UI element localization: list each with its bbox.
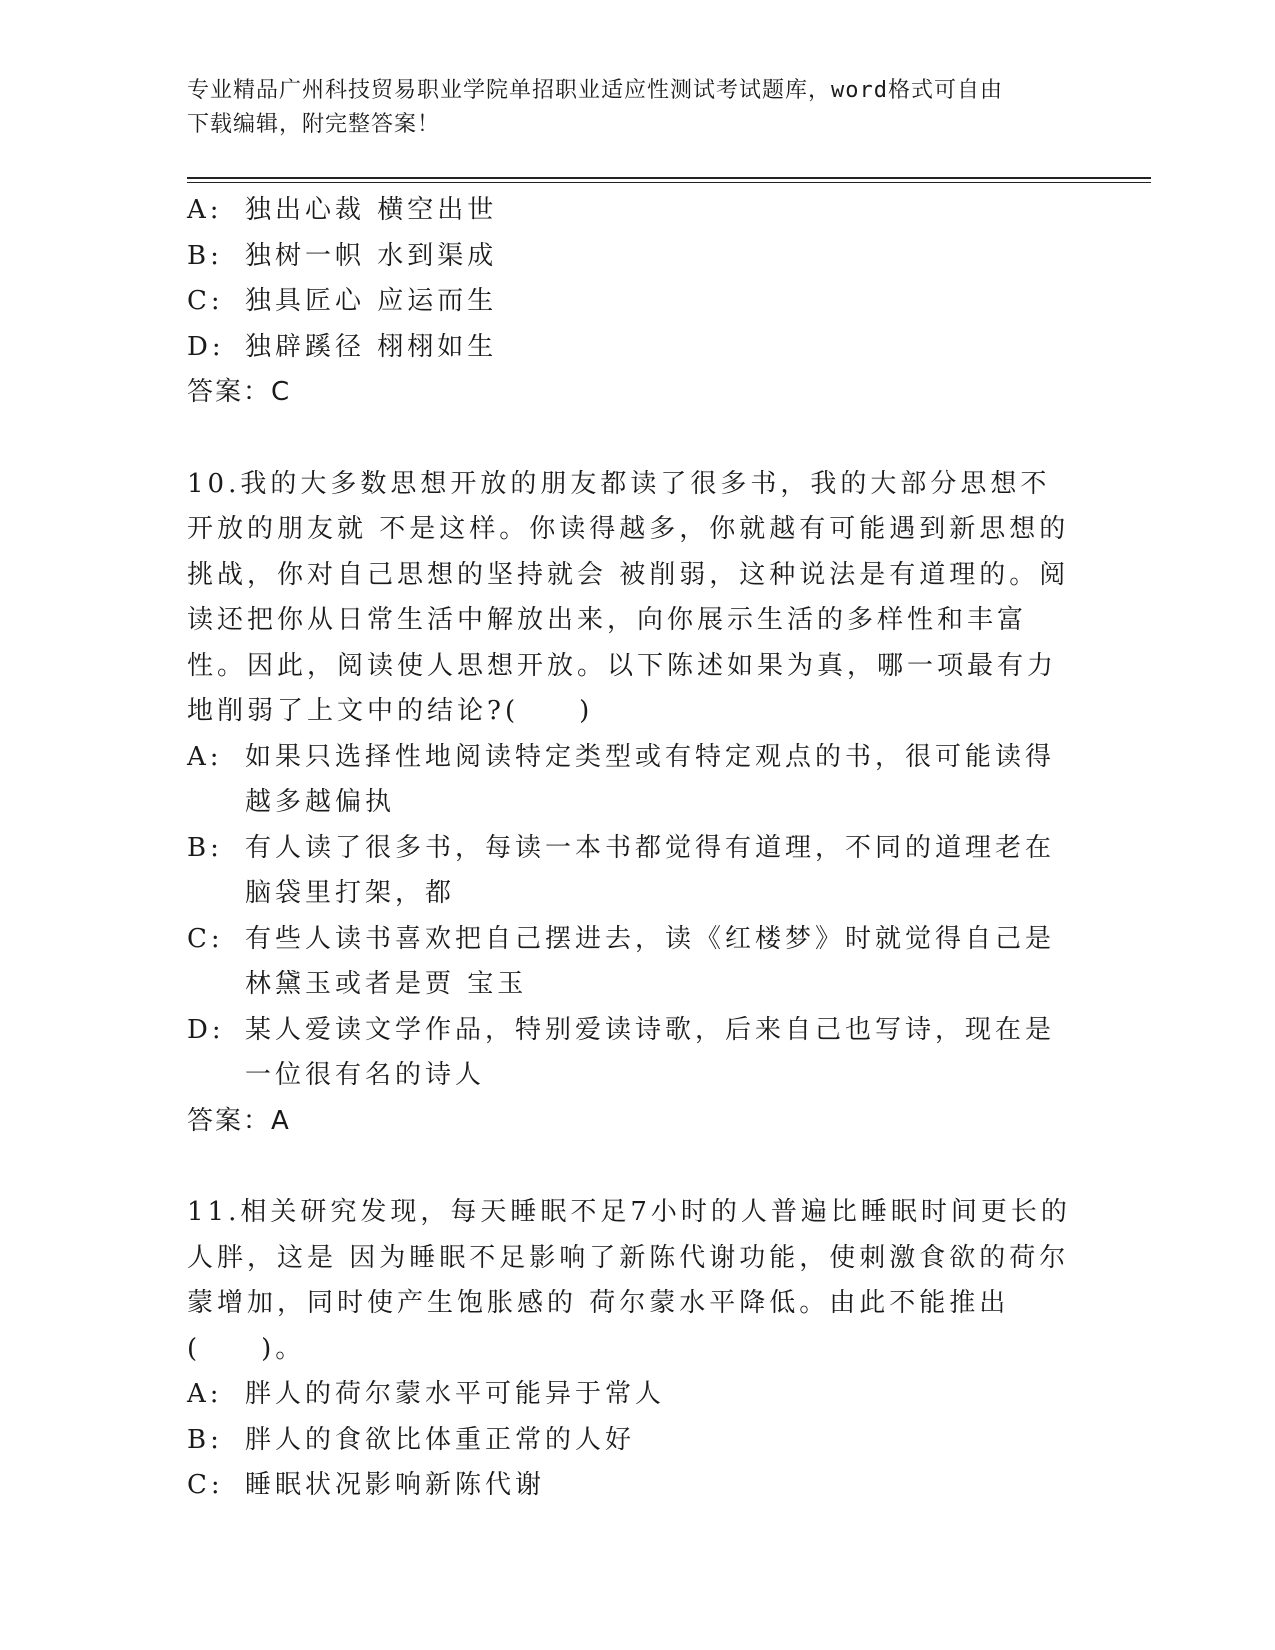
option-text: 胖人的食欲比体重正常的人好 — [245, 1424, 636, 1455]
header-rule-thick — [187, 177, 1151, 179]
option-text: 睡眠状况影响新陈代谢 — [245, 1470, 546, 1500]
option-letter: B: — [187, 240, 223, 271]
question-11 — [187, 1190, 1077, 1509]
option-text: 独具匠心 应运而生 — [245, 286, 498, 316]
option-letter: A: — [187, 1379, 223, 1409]
option-letter: A: — [187, 195, 223, 225]
option-letter: C: — [187, 923, 224, 954]
option-text: 独出心裁 横空出世 — [245, 195, 498, 225]
option-text: 某人爱读文学作品，特别爱读诗歌，后来自己也写诗，现在是一位很有名的诗人 — [245, 1014, 1056, 1090]
option-text: 独树一帜 水到渠成 — [245, 240, 498, 271]
spacer — [187, 416, 1077, 462]
option-c — [187, 279, 1077, 325]
option-text: 如果只选择性地阅读特定类型或有特定观点的书，很可能读得越多越偏执 — [245, 741, 1056, 817]
option-a — [187, 735, 1077, 826]
option-letter: C: — [187, 1470, 224, 1500]
option-text: 有人读了很多书，每读一本书都觉得有道理，不同的道理老在脑袋里打架，都 — [245, 832, 1056, 908]
answer-line: 答案：C — [187, 377, 292, 407]
question-9-options — [187, 188, 1077, 416]
header-line-1: 专业精品广州科技贸易职业学院单招职业适应性测试考试题库，word格式可自由 — [187, 78, 1003, 103]
option-letter: B: — [187, 1424, 223, 1455]
option-b — [187, 234, 1077, 280]
spacer — [187, 1144, 1077, 1190]
header-rule-thin — [187, 182, 1151, 183]
option-letter: D: — [187, 1014, 225, 1045]
option-d — [187, 325, 1077, 371]
option-letter: D: — [187, 331, 225, 362]
option-letter: C: — [187, 286, 224, 316]
option-b — [187, 1418, 1077, 1464]
option-text: 独辟蹊径 栩栩如生 — [245, 331, 498, 362]
option-text: 胖人的荷尔蒙水平可能异于常人 — [245, 1379, 666, 1409]
option-c — [187, 917, 1077, 1008]
question-stem: 10.我的大多数思想开放的朋友都读了很多书，我的大部分思想不开放的朋友就 不是这样。你读得越多，你就越有可能遇到新思想的挑战，你对自己思想的坚持就会 被削弱，这种说法是有道理的。阅读还把你从日常生活中解放出来，向你展示生活的多样性和丰富性。因此，阅读使人思想开放。以下陈述如果为真，哪一项最有力地削弱了上文中的结论?( ) — [187, 468, 1070, 726]
question-10 — [187, 462, 1077, 1145]
question-stem: 11.相关研究发现，每天睡眠不足7小时的人普遍比睡眠时间更长的人胖，这是 因为睡眠不足影响了新陈代谢功能，使刺激食欲的荷尔蒙增加，同时使产生饱胀感的 荷尔蒙水平降低。由此不能推出( )。 — [187, 1197, 1071, 1364]
option-letter: B: — [187, 832, 223, 863]
answer-line: 答案：A — [187, 1105, 291, 1136]
option-a — [187, 188, 1077, 234]
option-text: 有些人读书喜欢把自己摆进去，读《红楼梦》时就觉得自己是林黛玉或者是贾 宝玉 — [245, 923, 1056, 999]
option-d — [187, 1008, 1077, 1099]
header-line-2: 下载编辑，附完整答案！ — [187, 112, 441, 137]
page-header — [187, 74, 1067, 142]
option-c — [187, 1463, 1077, 1509]
option-b — [187, 826, 1077, 917]
option-a — [187, 1372, 1077, 1418]
document-body — [187, 188, 1077, 1509]
option-letter: A: — [187, 741, 223, 772]
